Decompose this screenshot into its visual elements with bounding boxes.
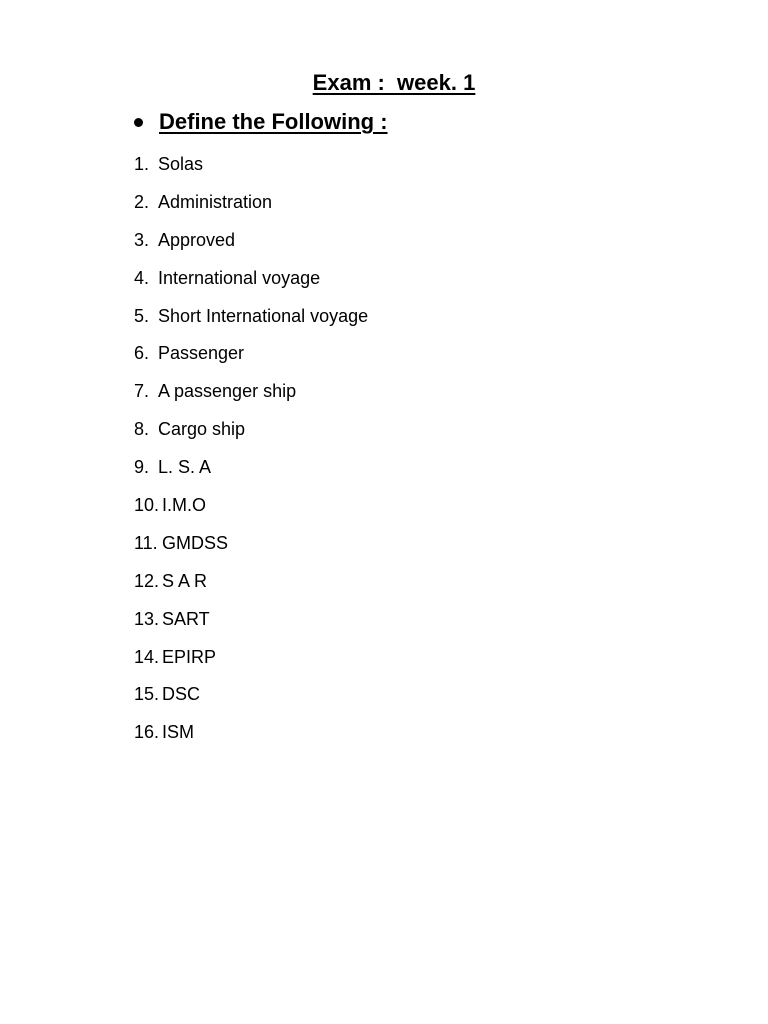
list-item <box>134 645 368 683</box>
list-item-text: ISM <box>162 722 195 743</box>
list-item-number: 8. <box>134 419 150 440</box>
list-item-number: 13. <box>134 608 160 629</box>
list-item-text: Passenger <box>158 343 245 364</box>
list-item-text: SART <box>162 608 210 629</box>
list-item-text: Approved <box>158 229 236 250</box>
list-item <box>134 569 368 607</box>
list-item-text: EPIRP <box>162 646 217 667</box>
list-item <box>134 152 368 190</box>
list-item-text: GMDSS <box>162 532 229 553</box>
list-item-number: 5. <box>134 305 150 326</box>
list-item <box>134 266 368 304</box>
list-item-text: L. S. A <box>158 457 212 478</box>
list-item <box>134 341 368 379</box>
list-item <box>134 190 368 228</box>
list-item <box>134 455 368 493</box>
list-item <box>134 379 368 417</box>
definitions-list <box>134 152 368 758</box>
list-item-number: 12. <box>134 570 160 591</box>
section-heading <box>134 107 388 137</box>
list-item-number: 16. <box>134 722 160 743</box>
list-item-number: 2. <box>134 191 150 212</box>
list-item-number: 1. <box>134 154 150 174</box>
bullet-icon <box>134 118 143 127</box>
list-item-text: DSC <box>162 684 201 705</box>
list-item <box>134 417 368 455</box>
list-item-text: Solas <box>158 154 204 174</box>
list-item-number: 4. <box>134 267 150 288</box>
list-item-text: Short International voyage <box>158 305 369 326</box>
list-item <box>134 607 368 645</box>
list-item <box>134 493 368 531</box>
list-item-number: 3. <box>134 229 150 250</box>
list-item-number: 9. <box>134 457 150 478</box>
list-item-number: 10. <box>134 495 160 516</box>
list-item-text: Administration <box>158 191 273 212</box>
list-item-number: 7. <box>134 381 150 402</box>
list-item-text: S A R <box>162 570 208 591</box>
list-item <box>134 304 368 342</box>
list-item <box>134 228 368 266</box>
list-item-number: 6. <box>134 343 150 364</box>
list-item-number: 14. <box>134 646 160 667</box>
list-item-number: 11. <box>134 532 158 553</box>
list-item-text: A passenger ship <box>158 381 297 402</box>
heading-text: Define the Following : <box>159 109 388 134</box>
list-item <box>134 531 368 569</box>
list-item <box>134 682 368 720</box>
exam-title: Exam : week. 1 <box>312 70 476 95</box>
list-item-text: International voyage <box>158 267 321 288</box>
list-item-text: Cargo ship <box>158 419 246 440</box>
list-item <box>134 720 368 758</box>
list-item-number: 15. <box>134 684 160 705</box>
list-item-text: I.M.O <box>162 495 206 516</box>
